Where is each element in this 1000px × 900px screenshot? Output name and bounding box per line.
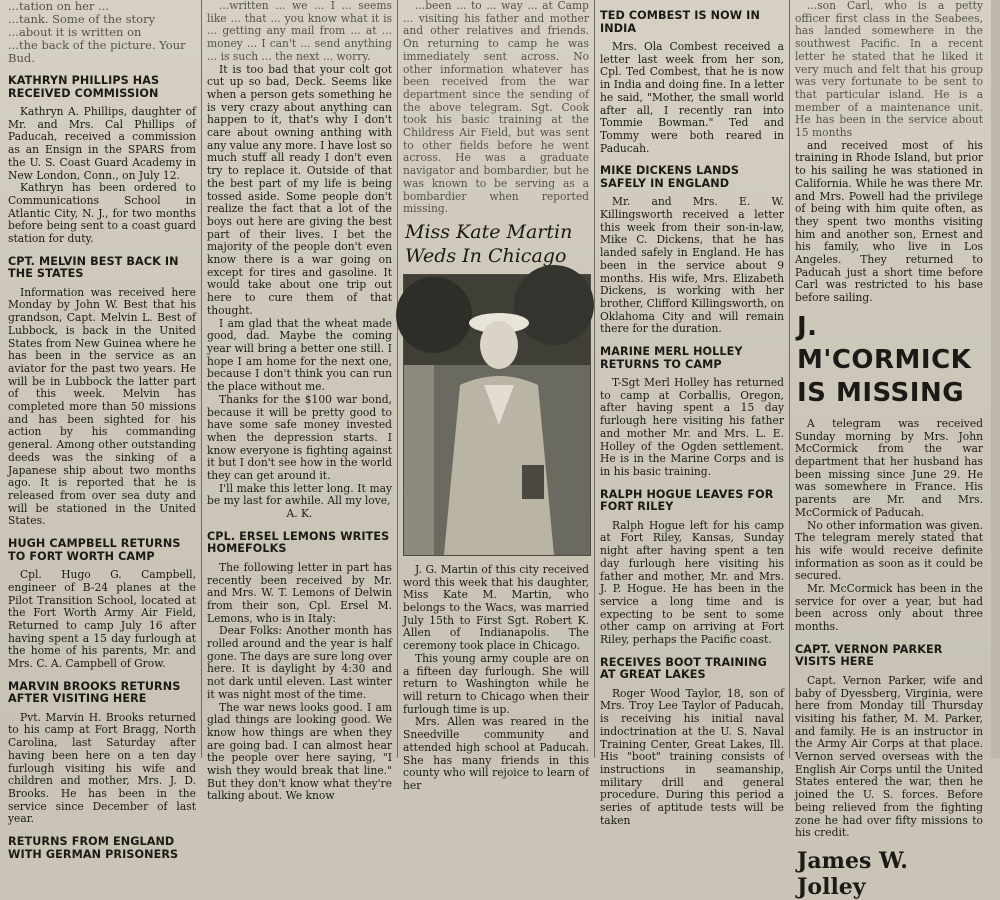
- article-paragraph: Ralph Hogue left for his camp at Fort Riley, Kansas, Sunday night after having spent a ten day furlough here visiting his father and mother, Mr. and Mrs. J. P. Hogue. He has been in the service a long time and is expecting to be sent to some other camp on arriving at Fort Riley, perhaps the Pacific coast.: [600, 518, 784, 647]
- article-paragraph: This young army couple are on a fifteen day furlough. She will return to Washington while he will return to Chicago when their furlough time is up.: [403, 651, 589, 716]
- article-paragraph: Cpl. Hugo G. Campbell, engineer of B-24 planes at the Pilot Transition School, located at the Fort Worth Army Air Field, Returned to camp July 16 after having spent a 15 day furlough at the home of his parents, Mr. and Mrs. C. A. Campbell of Grow.: [8, 568, 196, 671]
- article-headline: TED COMBEST IS NOW IN INDIA: [600, 9, 760, 35]
- article-paragraph: Mr. McCormick has been in the service for over a year, but had been across only about three months.: [795, 582, 983, 634]
- bottom-headline: James W. Jolley: [797, 847, 908, 900]
- article-paragraph: Roger Wood Taylor, 18, son of Mrs. Troy Lee Taylor of Paducah, is receiving his initial naval indoctrination at the U. S. Naval Training Center, Great Lakes, Ill. His "boot" training consists of instructions in seamanship, military drill and general procedure. During this period a series of aptitude tests will be taken: [600, 686, 784, 827]
- article-paragraph: Capt. Vernon Parker, wife and baby of Dyessberg, Virginia, were here from Monday till Thursday visiting his father, M. M. Parker, and family. He is an instructor in the Army Air Corps at that place. Vernon served overseas with the English Air Corps until the United States entered the war, then he joined the U. S. forces. Before being relieved from the fighting zone he had over fifty missions to his credit.: [795, 673, 983, 840]
- column-5: [791, 0, 987, 900]
- article-paragraph: Mrs. Allen was reared in the Sneedville community and attended high school at Paducah. She has many friends in this county who will rejoice to learn of her: [403, 715, 589, 792]
- article-headline: CPT. MELVIN BEST BACK IN THE STATES: [8, 254, 179, 281]
- big-headline: J. M'CORMICK IS MISSING: [797, 311, 972, 408]
- column-divider: [397, 0, 398, 758]
- torn-fragment: ...about it is written on: [8, 25, 142, 39]
- photo-image: [404, 275, 590, 555]
- column-2: [203, 0, 396, 803]
- letter-signature: A. K.: [286, 507, 313, 521]
- article-headline: CPL. ERSEL LEMONS WRITES HOMEFOLKS: [207, 529, 390, 556]
- column-divider: [201, 0, 202, 758]
- torn-fragment: ...written ... we ... I ... seems like ... that ... you know what it is ... getting any mail from ... at ... money ... I can't ... send anything ... is such ... the next ... worry.: [207, 0, 392, 63]
- article-headline: RALPH HOGUE LEAVES FOR FORT RILEY: [600, 487, 774, 514]
- torn-fragment: ...tank. Some of the story: [8, 12, 156, 26]
- article-headline: MIKE DICKENS LANDS SAFELY IN ENGLAND: [600, 164, 740, 190]
- article-paragraph: The war news looks good. I am glad things are looking good. We know how things are when they are going bad. I can almost hear the people over here saying, "I wish they would break that line." But they don't know what they're talking about. We know: [207, 700, 392, 803]
- article-headline: CAPT. VERNON PARKER VISITS HERE: [795, 642, 943, 669]
- article-paragraph: Mr. and Mrs. E. W. Killingsworth received a letter this week from their son-in-law, Mike C. Dickens, that he has landed safely in England. He has been in the service about 9 months. His wife, Mrs. Elizabeth Dickens, is working with her brother, Clifford Killingsworth, on Oklahoma City and will remain there for the duration.: [600, 195, 784, 336]
- letter-paragraph: I'll make this letter long. It may be my last for awhile. All my love,: [207, 481, 392, 508]
- column-4: [596, 0, 788, 827]
- article-paragraph: Mrs. Ola Combest received a letter last week from her son, Cpl. Ted Combest, that he is now in India and doing fine. In a letter he said, "Mother, the small world after all, I recently ran into Tommie Bowman." Ted and Tommy were both reared in Paducah.: [600, 40, 784, 155]
- article-headline: RECEIVES BOOT TRAINING AT GREAT LAKES: [600, 655, 767, 682]
- column-divider: [594, 0, 595, 758]
- article-headline: MARVIN BROOKS RETURNS AFTER VISITING HERE: [8, 679, 181, 706]
- article-paragraph: Pvt. Marvin H. Brooks returned to his camp at Fort Bragg, North Carolina, last Saturday after having been here on a ten day furlough visiting his wife and children and mother, Mrs. J. D. Brooks. He has been in the service since December of last year.: [8, 710, 196, 826]
- article-paragraph: Information was received here Monday by John W. Best that his grandson, Capt. Melvin L. Best of Lubbock, is back in the United States from New Guinea where he has been in the service as an aviator for the past two years. He will be in Lubbock the latter part of this week. Melvin has completed more than 50 missions and has been sighted for his action by his commanding general. Among other outstanding deeds was the sinking of a Japanese ship about two months ago. It is reported that he is released from over sea duty and will be stationed in the United States.: [8, 285, 196, 528]
- article-paragraph: Kathryn has been ordered to Communications School in Atlantic City, N. J., for two months before being sent to a coast guard station for duty.: [8, 181, 196, 246]
- torn-fragment: ...son Carl, who is a petty officer first class in the Seabees, has landed somewhere in the southwest Pacific. In a recent letter he stated that he liked it very much and felt that his group was very fortunate to be sent to that particular island. He is a member of a maintenance unit. He has been in the service about 15 months: [795, 0, 983, 140]
- torn-fragment: ...been ... to ... way ... at Camp ... visiting his father and mother and other relatives and friends. On returning to camp he was immediately sent across. No other information whatever has been received from the war department since the sending of the above telegram. Sgt. Cook took his basic training at the Childress Air Field, but was sent to other fields before he went across. He was a graduate navigator and bombardier, but he was known to be serving as a bombardier when reported missing.: [403, 0, 589, 216]
- column-3: [399, 0, 593, 792]
- page-edge: [991, 0, 1000, 758]
- article-paragraph: No other information was given. The telegram merely stated that his wife would receive definite information as soon as it could be secured.: [795, 518, 983, 583]
- letter-paragraph: I am glad that the wheat made good, dad. Maybe the coming year will bring a better one still. I hope I am home for the next one, because I don't think you can run the place without me.: [207, 316, 392, 394]
- article-paragraph: and received most of his training in Rhode Island, but prior to his sailing he was stationed in California. While he was there Mr. and Mrs. Powell had the privilege of being with him quite often, as they spent two months visiting him and another son, Ernest and his family, who live in Los Angeles. They returned to Paducah just a short time before Carl was restricted to his base before sailing.: [795, 138, 983, 305]
- column-divider: [789, 0, 790, 758]
- article-paragraph: The following letter in part has recently been received by Mr. and Mrs. W. T. Lemons of Delwin from their son, Cpl. Ersel M. Lemons, who is in Italy:: [207, 560, 392, 625]
- letter-paragraph: It is too bad that your colt got cut up so bad, Deck. Seems like when a person gets something he is very crazy about anything can happen to it, that's why I don't care about owning anthing with any value any more. I have lost so much stuff all ready I don't even try to replace it. Outside of that the best part of my life is being tossed aside. Some people don't realize the fact that a lot of the boys out here are giving the best part of their lives. I bet the majority of the people don't even know there is a war going on except for tires and gasoline. It would take about one trip out here to cure them of that thought.: [207, 62, 392, 317]
- article-paragraph: A telegram was received Sunday morning by Mrs. John McCormick from the war department that her husband has been missing since June 29. He was somewhere in France. His parents are Mr. and Mrs. McCormick of Paducah.: [795, 416, 983, 519]
- column-1: [4, 0, 200, 861]
- article-paragraph: J. G. Martin of this city received word this week that his daughter, Miss Kate M. Martin, who belongs to the Wacs, was married July 15th to First Sgt. Robert K. Allen of Indianapolis. The ceremony took place in Chicago.: [403, 562, 589, 653]
- article-headline: RETURNS FROM ENGLAND WITH GERMAN PRISONERS: [8, 835, 179, 861]
- letter-paragraph: Thanks for the $100 war bond, because it will be pretty good to have some safe money invested when the depression starts. I know everyone is fighting against it but I don't see how in the world they can get around it.: [207, 392, 392, 483]
- article-headline: HUGH CAMPBELL RETURNS TO FORT WORTH CAMP: [8, 537, 181, 563]
- article-headline: MARINE MERL HOLLEY RETURNS TO CAMP: [600, 345, 743, 371]
- article-paragraph: T-Sgt Merl Holley has returned to camp at Corballis, Oregon, after having spent a 15 day furlough here visiting his father and mother Mr. and Mrs. L. E. Holley of the Ogden settlement. He is in the Marine Corps and is in his basic training.: [600, 376, 784, 478]
- torn-fragment: ...the back of the picture. Your: [8, 38, 186, 52]
- torn-fragment: Bud.: [8, 51, 35, 65]
- bride-photo: [403, 274, 591, 556]
- feature-title: Miss Kate Martin Weds In Chicago: [405, 220, 573, 267]
- torn-fragment: ...tation on her ...: [8, 0, 110, 13]
- article-paragraph: Kathryn A. Phillips, daughter of Mr. and Mrs. Cal Phillips of Paducah, received a commission as an Ensign in the SPARS from the U. S. Coast Guard Academy in New London, Conn., on July 12.: [8, 105, 196, 182]
- article-headline: KATHRYN PHILLIPS HAS RECEIVED COMMISSION: [8, 74, 160, 100]
- article-paragraph: Dear Folks: Another month has rolled around and the year is half gone. The days are sure long over here. It is daylight by 4:30 and not dark until eleven. Last winter it was night most of the time.: [207, 624, 392, 701]
